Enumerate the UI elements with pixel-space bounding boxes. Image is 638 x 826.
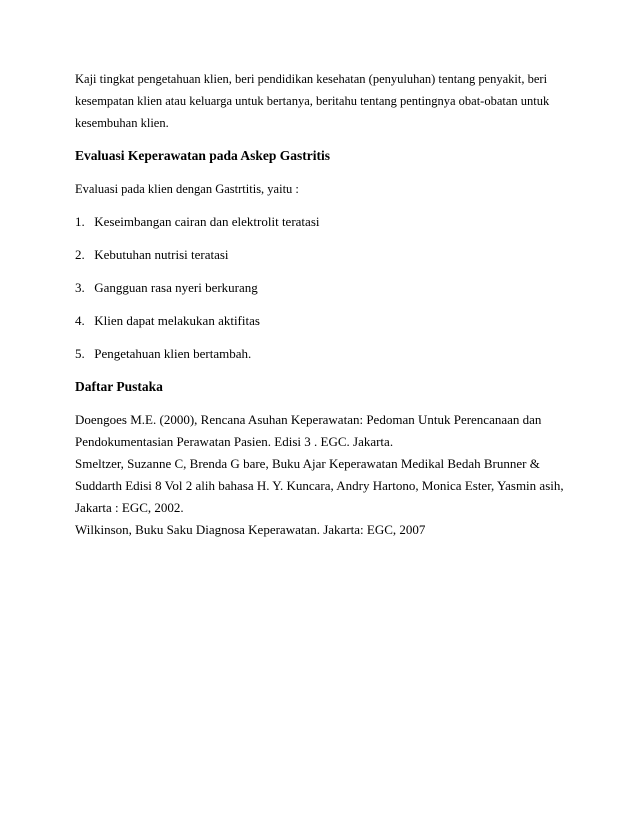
list-item-number: 4. <box>75 313 85 328</box>
list-item-text: Keseimbangan cairan dan elektrolit teratasi <box>94 214 320 229</box>
list-item-number: 3. <box>75 280 85 295</box>
references-heading: Daftar Pustaka <box>75 379 163 394</box>
list-item <box>75 310 575 332</box>
intro-paragraph: Kaji tingkat pengetahuan klien, beri pendidikan kesehatan (penyuluhan) tentang penyakit, beri kesempatan klien atau keluarga untuk bertanya, beritahu tentang pentingnya obat-obatan untuk kesembuhan klien. <box>75 72 550 130</box>
evaluation-list <box>75 211 575 365</box>
list-item-text: Klien dapat melakukan aktifitas <box>94 313 260 328</box>
list-item-number: 1. <box>75 214 85 229</box>
list-item-number: 5. <box>75 346 85 361</box>
reference-entry: Doengoes M.E. (2000), Rencana Asuhan Keperawatan: Pedoman Untuk Perencanaan dan Pendokumentasian Perawatan Pasien. Edisi 3 . EGC. Jakarta. <box>75 412 542 449</box>
list-item <box>75 343 575 365</box>
list-item <box>75 277 575 299</box>
list-item-text: Pengetahuan klien bertambah. <box>94 346 252 361</box>
list-item <box>75 244 575 266</box>
list-item-text: Kebutuhan nutrisi teratasi <box>94 247 229 262</box>
references-list <box>75 409 575 541</box>
list-item-text: Gangguan rasa nyeri berkurang <box>94 280 258 295</box>
list-item-number: 2. <box>75 247 85 262</box>
list-item <box>75 211 575 233</box>
evaluation-lead: Evaluasi pada klien dengan Gastrtitis, yaitu : <box>75 182 299 196</box>
evaluation-heading: Evaluasi Keperawatan pada Askep Gastritis <box>75 148 331 163</box>
document-page <box>75 68 575 541</box>
reference-entry: Smeltzer, Suzanne C, Brenda G bare, Buku Ajar Keperawatan Medikal Bedah Brunner & Suddarth Edisi 8 Vol 2 alih bahasa H. Y. Kuncara, Andry Hartono, Monica Ester, Yasmin asih, Jakarta : EGC, 2002. <box>75 456 564 515</box>
reference-entry: Wilkinson, Buku Saku Diagnosa Keperawatan. Jakarta: EGC, 2007 <box>75 522 426 537</box>
